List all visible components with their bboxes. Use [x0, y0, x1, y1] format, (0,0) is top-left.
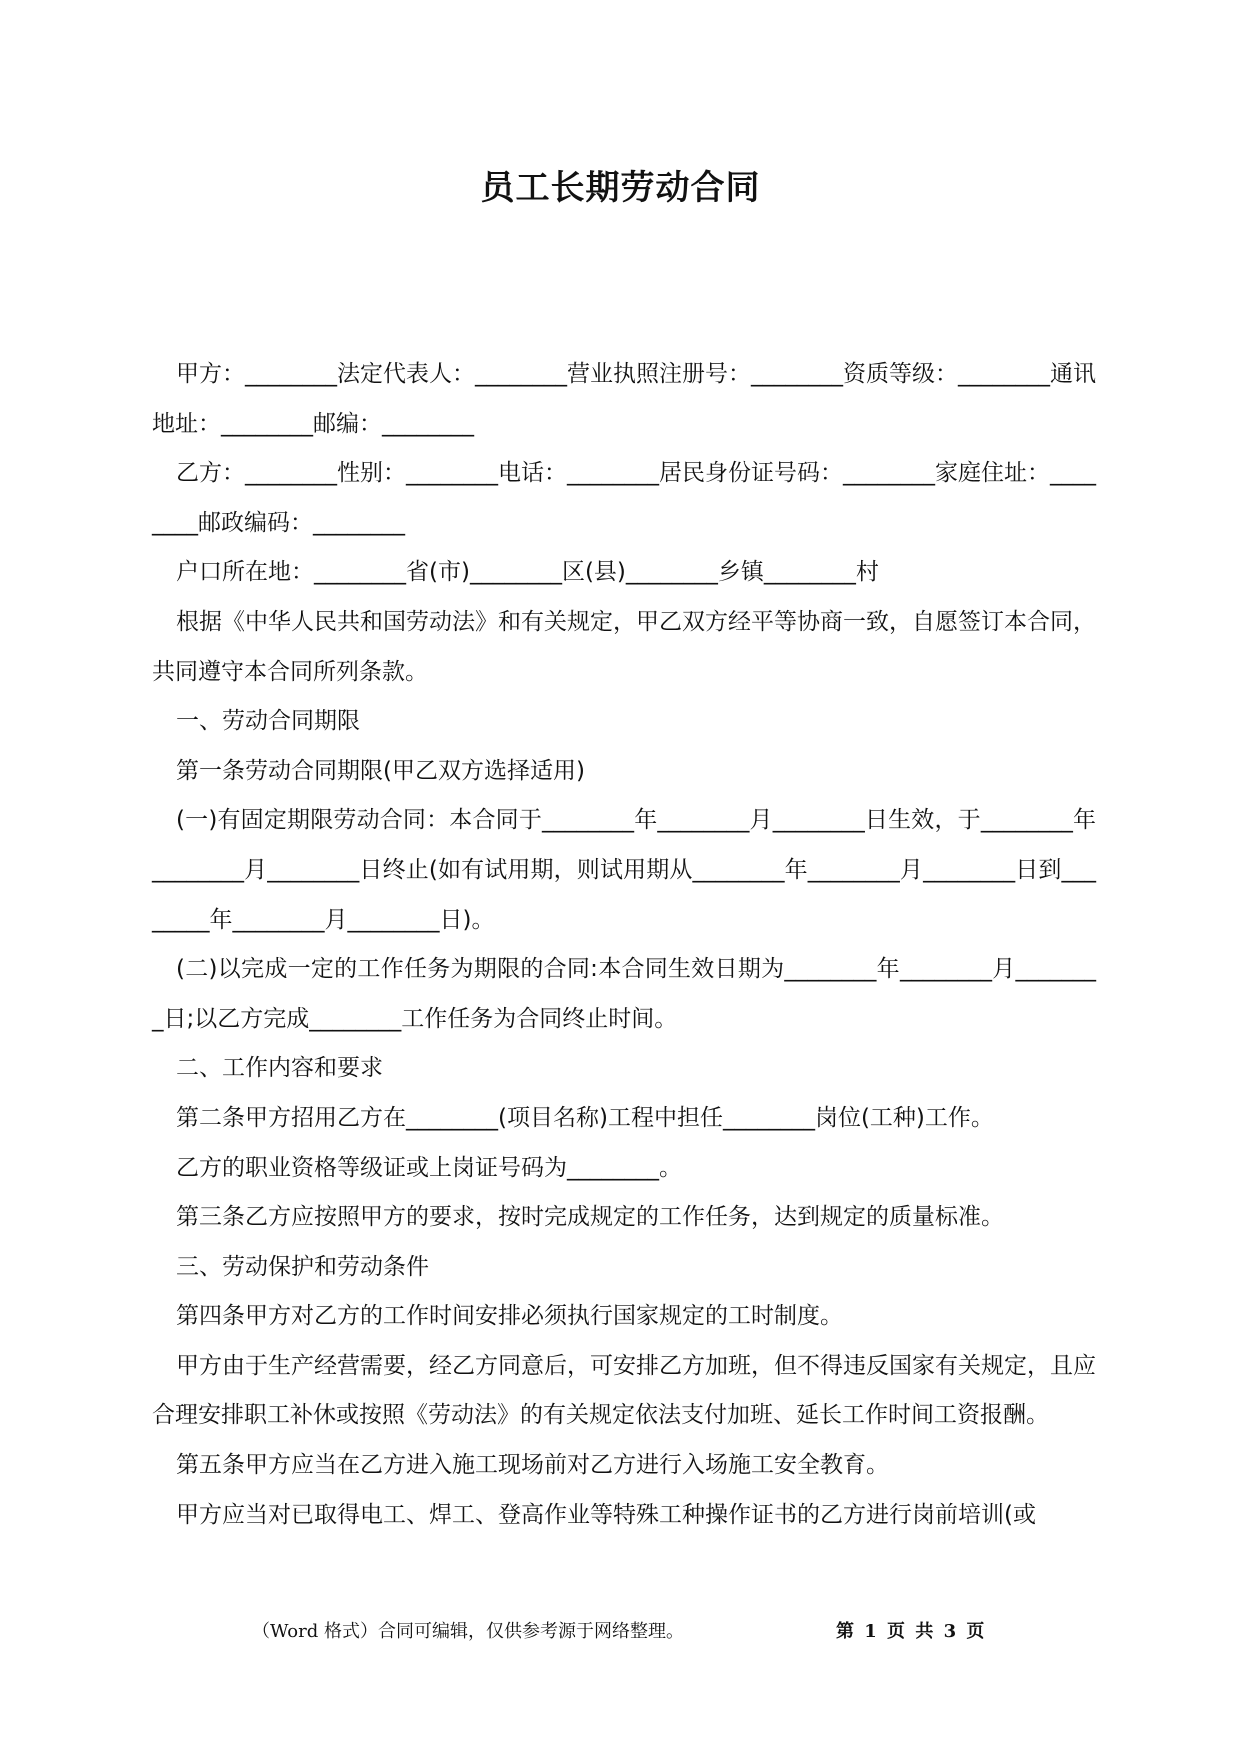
article-5: 第五条甲方应当在乙方进入施工现场前对乙方进行入场施工安全教育。: [176, 1452, 889, 1479]
section-heading-1: 一、劳动合同期限: [176, 708, 360, 735]
party-a-info: 甲方：________法定代表人：________营业执照注册号：________资质等级：________通讯地址：________邮编：________: [152, 361, 1096, 437]
section-heading-3: 三、劳动保护和劳动条件: [176, 1253, 429, 1280]
page-footer: [0, 1617, 1241, 1647]
section-heading-2: 二、工作内容和要求: [176, 1055, 383, 1082]
article-2-certificate: 乙方的职业资格等级证或上岗证号码为________。: [176, 1154, 682, 1181]
article-1: 第一条劳动合同期限(甲乙双方选择适用): [176, 757, 585, 784]
household-registration: 户口所在地：________省(市)________区(县)________乡镇________村: [176, 559, 879, 586]
document-body: [152, 350, 1096, 1540]
page-number: 第 1 页 共 3 页: [836, 1621, 987, 1642]
footer-note: （Word 格式）合同可编辑，仅供参考源于网络整理。: [252, 1621, 684, 1642]
article-4: 第四条甲方对乙方的工作时间安排必须执行国家规定的工时制度。: [176, 1303, 843, 1330]
party-b-info: 乙方：________性别：________电话：________居民身份证号码：________家庭住址：________邮政编码：________: [152, 460, 1096, 536]
document-title: 员工长期劳动合同: [480, 168, 761, 208]
article-1-clause-2: (二)以完成一定的工作任务为期限的合同:本合同生效日期为________年________月________日;以乙方完成________工作任务为合同终止时间。: [152, 956, 1096, 1032]
article-5-training: 甲方应当对已取得电工、焊工、登高作业等特殊工种操作证书的乙方进行岗前培训(或: [176, 1501, 1036, 1528]
article-3: 第三条乙方应按照甲方的要求，按时完成规定的工作任务，达到规定的质量标准。: [176, 1204, 1004, 1231]
article-1-clause-1: (一)有固定期限劳动合同：本合同于________年________月________日生效，于________年________月________日终止(如有试用期，则试用期从________年________月________日到________年________月________日)。: [152, 807, 1096, 933]
article-4-overtime: 甲方由于生产经营需要，经乙方同意后，可安排乙方加班，但不得违反国家有关规定，且应合理安排职工补休或按照《劳动法》的有关规定依法支付加班、延长工作时间工资报酬。: [152, 1352, 1096, 1429]
preamble: 根据《中华人民共和国劳动法》和有关规定，甲乙双方经平等协商一致，自愿签订本合同，共同遵守本合同所列条款。: [152, 608, 1096, 685]
article-2: 第二条甲方招用乙方在________(项目名称)工程中担任________岗位(工种)工作。: [176, 1104, 994, 1131]
